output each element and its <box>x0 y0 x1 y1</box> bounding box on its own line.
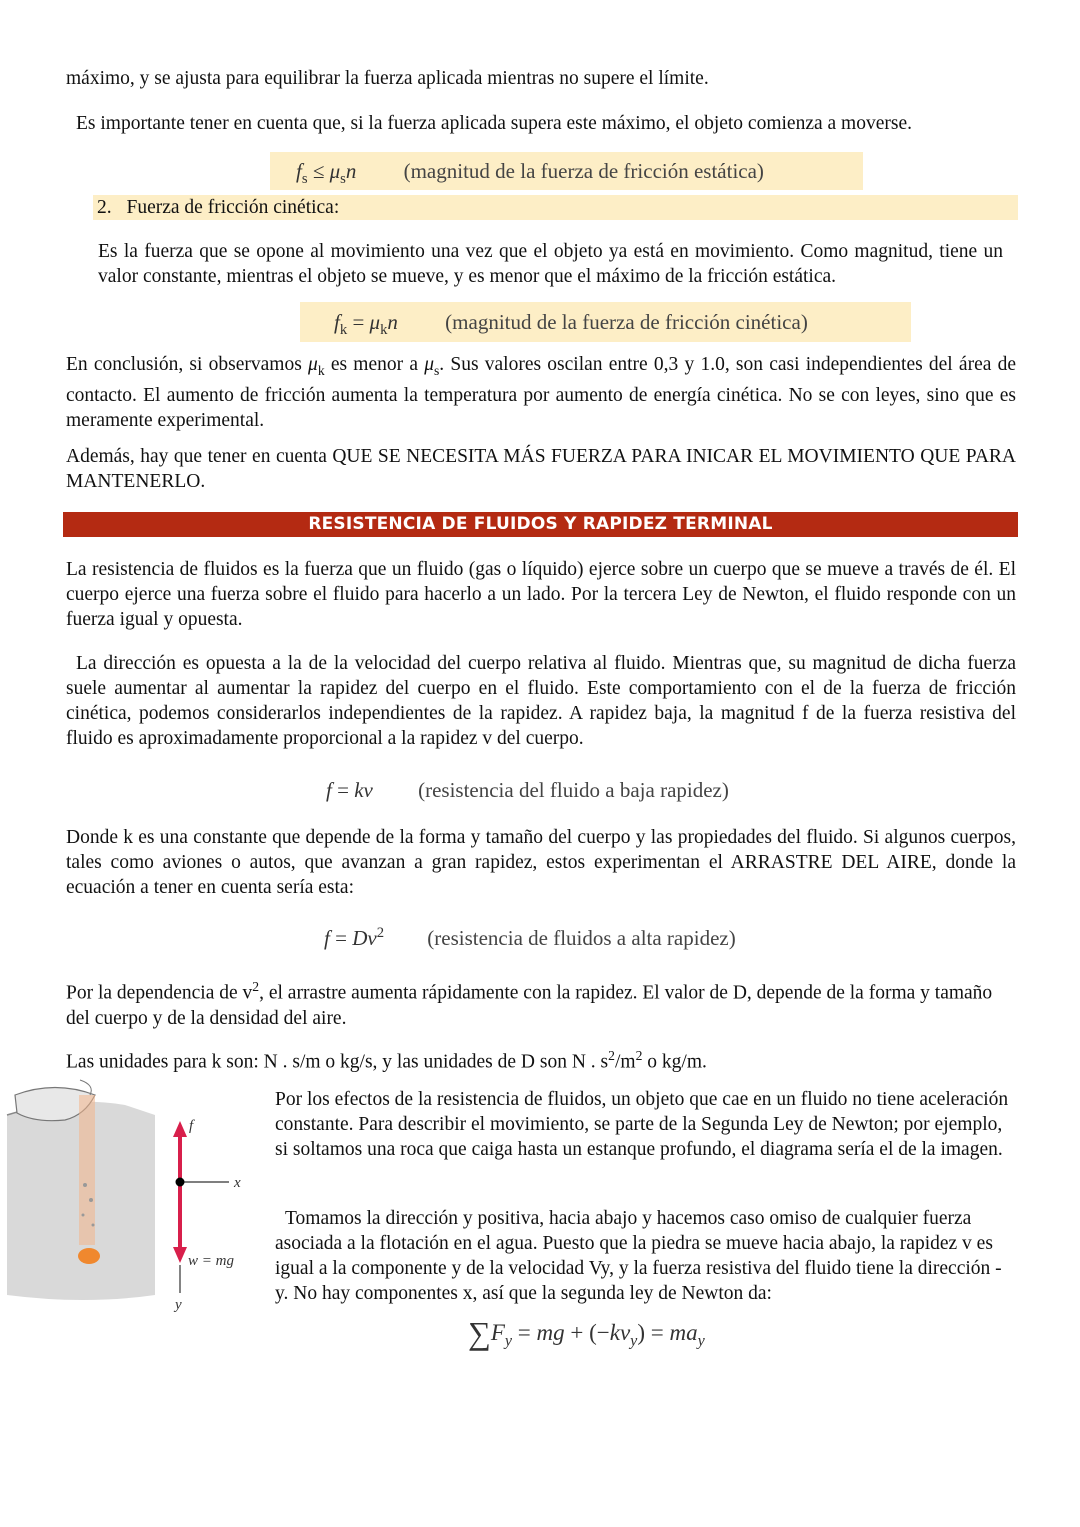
list-number: 2. <box>97 197 112 218</box>
paragraph-conclusion: En conclusión, si observamos $\mu_k$ es menor a $\mu_s$. Sus valores oscilan entre 0,3 y 1.0, son casi independientes del área de contacto. El aumento de fricción aumenta la temperatura por aumento de energía cinética. No se con leyes, sino que es meramente experimental. <box>66 354 1016 431</box>
y-label: y <box>175 1297 182 1313</box>
paragraph-efectos: Por los efectos de la resistencia de fluidos, un objeto que cae en un fluido no tiene aceleración constante. Para describir el movimiento, se parte de la Segunda Ley de Newton; por ejemplo, si soltamos una roca que caiga hasta un estanque profundo, el diagrama sería el de la imagen. <box>275 1089 1009 1160</box>
f-label: f <box>189 1118 194 1134</box>
dependencia-part-b: , el arrastre aumenta rápidamente con la rapidez. El valor de D, depende de la forma y tamaño del cuerpo y de la densidad del aire. <box>66 982 993 1029</box>
conclusion-part-b: es menor a <box>324 354 425 375</box>
equation-static-label: (magnitud de la fuerza de fricción estática) <box>403 159 764 183</box>
paragraph-important: Es importante tener en cuenta que, si la fuerza aplicada supera este máximo, el objeto comienza a moverse. <box>76 113 912 134</box>
paragraph-dependencia: Por la dependencia de $v^2$, el arrastre aumenta rápidamente con la rapidez. El valor de D, depende de la forma y tamaño del cuerpo y de la densidad del aire. <box>66 979 993 1029</box>
paragraph-ademas: Además, hay que tener en cuenta QUE SE NECESITA MÁS FUERZA PARA INICAR EL MOVIMIENTO QUE PARA MANTENERLO. <box>66 446 1016 492</box>
weight-arrowhead <box>173 1247 187 1263</box>
body-point <box>176 1178 185 1187</box>
bubble <box>89 1198 93 1202</box>
equation-high-speed: $f = Dv^2$ (resistencia de fluidos a alta rapidez) <box>324 925 736 950</box>
equation-newton-second-law: $\sum F_y$ = mg + $(-kv_y) = ma_y$ <box>468 1315 705 1351</box>
equation-low-speed: f = kv (resistencia del fluido a baja rapidez) <box>326 778 729 802</box>
equation-low-label: (resistencia del fluido a baja rapidez) <box>418 778 729 802</box>
falling-rock-figure <box>5 1075 265 1320</box>
friction-arrowhead <box>173 1121 187 1137</box>
unidades-part-b: /m <box>614 1051 636 1073</box>
paragraph-unidades: Las unidades para k son: N . s/m o kg/s, y las unidades de D son N . $s^2/m^2$ o kg/m. <box>66 1048 707 1073</box>
equation-kinetic-label: (magnitud de la fuerza de fricción cinética) <box>445 310 808 334</box>
x-label: x <box>234 1175 241 1191</box>
dependencia-part-a: Por la dependencia de v <box>66 982 253 1004</box>
bubble <box>92 1224 95 1227</box>
equation-static-friction: $f_s \le \mu_sn$ (magnitud de la fuerza de fricción estática) <box>270 152 863 190</box>
equation-kinetic-friction: $f_k = \mu_kn$ (magnitud de la fuerza de fricción cinética) <box>300 302 911 342</box>
paragraph-top: máximo, y se ajusta para equilibrar la fuerza aplicada mientras no supere el límite. <box>66 68 709 89</box>
rock <box>78 1248 100 1264</box>
equation-high-label: (resistencia de fluidos a alta rapidez) <box>427 926 736 950</box>
unidades-part-c: o kg/m. <box>642 1051 707 1073</box>
paragraph-direction: La dirección es opuesta a la de la velocidad del cuerpo relativa al fluido. Mientras que, su magnitud de dicha fuerza suele aumentar al aumentar la rapidez del cuerpo en el fluido. Este comportamiento con el de la fuerza de fricción cinética, podemos considerarlos independientes de la rapidez. A rapidez baja, la magnitud f de la fuerza resistiva del fluido es aproximadamente proporcional a la rapidez v del cuerpo. <box>66 653 1016 749</box>
bubble <box>82 1214 85 1217</box>
list-item-kinetic-friction <box>93 195 1018 220</box>
falling-trail <box>79 1095 95 1245</box>
paragraph-donde: Donde k es una constante que depende de la forma y tamaño del cuerpo y las propiedades del fluido. Si algunos cuerpos, tales como aviones o autos, que avanzan a gran rapidez, estos experimentan el ARRASTRE DEL AIRE, donde la ecuación a tener en cuenta sería esta: <box>66 827 1016 898</box>
w-label: w = mg <box>188 1253 234 1269</box>
list-text: Fuerza de fricción cinética: <box>126 197 340 218</box>
paragraph-tomamos: Tomamos la dirección y positiva, hacia abajo y hacemos caso omiso de cualquier fuerza asociada a la flotación en el agua. Puesto que la piedra se mueve hacia abajo, la rapidez v es igual a la componente y de la velocidad Vy, y la fuerza resistiva del fluido tiene la dirección -y. No hay componentes x, así que la segunda ley de Newton da: <box>275 1208 1002 1304</box>
paragraph-fluid-intro: La resistencia de fluidos es la fuerza que un fluido (gas o líquido) ejerce sobre un cuerpo que se mueve a través de él. El cuerpo ejerce una fuerza sobre el fluido para hacerlo a un lado. Por la tercera Ley de Newton, el fluido responde con un fuerza igual y opuesta. <box>66 559 1016 630</box>
paragraph-kinetic: Es la fuerza que se opone al movimiento una vez que el objeto ya está en movimiento. Como magnitud, tiene un valor constante, mientras el objeto se mueve, y es menor que el máximo de la fricción estática. <box>98 241 1003 287</box>
section-title-bar: RESISTENCIA DE FLUIDOS Y RAPIDEZ TERMINAL <box>63 512 1018 537</box>
unidades-part-a: Las unidades para k son: N . s/m o kg/s, y las unidades de D son N . s <box>66 1051 609 1073</box>
conclusion-part-a: En conclusión, si observamos <box>66 354 309 375</box>
conclusion-part-c: . Sus valores oscilan entre 0,3 y 1.0, son casi independientes del área de contacto. El aumento de fricción aumenta la temperatura por aumento de energía cinética. No se con leyes, sino que es meramente experimental. <box>66 354 1016 431</box>
bubble <box>83 1183 87 1187</box>
